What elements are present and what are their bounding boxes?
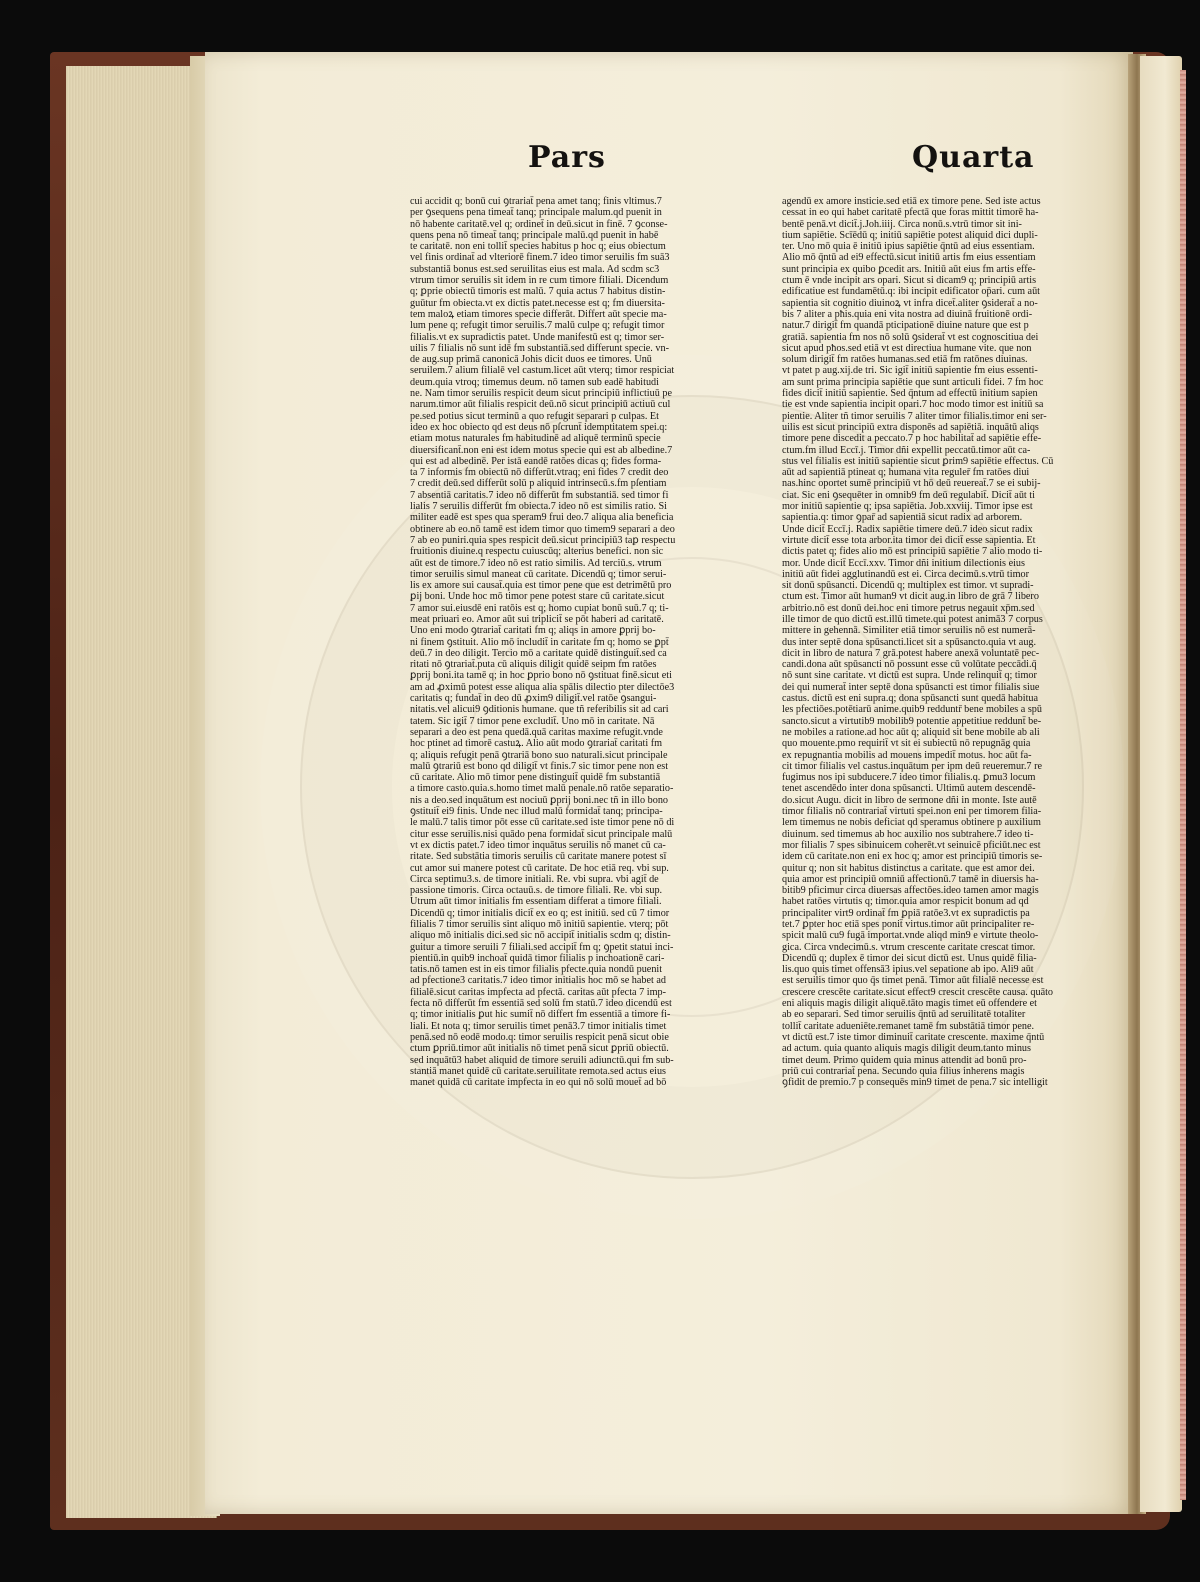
running-head-left: Pars (528, 140, 606, 175)
text-line: ciat. Sic eni ꝯsequēter in omnib9 fm deū regulabit̄. Dicit̄ aūt ti (782, 489, 1035, 501)
text-line: cut amor sui manere potest cū caritate. De hoc etiā req. vbi sup. (410, 862, 669, 874)
text-line: stus vel filialis est initiū sapientie sicut ꝑrim9 sapiētie effectus. Cū (782, 455, 1054, 467)
text-line: tem maloꝝ etiam timores specie differāt. Differt aūt specie ma- (410, 308, 667, 320)
text-line: sapientia.q: timor ꝯpar̄ ad sapientiā sicut radix ad arborem. (782, 512, 1023, 524)
text-line: eni aliquis magis diligit aliquē.tāto magis timet eū offendere et (782, 998, 1038, 1010)
text-line: tium sapiētie. Scīēdū q; initiū sapiētie potest aliquid dici dupli- (782, 229, 1038, 241)
text-line: qui est ad albedinē. Per istā eandē ratōes dicas q; fides forma- (410, 455, 662, 467)
text-line: ideo ex hoc obiecto qd̄ est deus nō pſcrunt̄ idemptitatem spei.q: (410, 421, 668, 433)
text-line: nas.hinc oportet sumē principiū vt hō deū reuereat̄.7 se ei subij- (782, 478, 1041, 490)
text-line: nō habente caritatē.vel q; ordinet̄ in deū.sicut in finē. 7 ꝯconse- (410, 218, 668, 230)
text-line: castus. dictū est eni supra.q; dona spūsancti sunt quedā habitua (782, 693, 1039, 705)
text-line: pe.sed potius sicut terminū a quo refugit separari p culpas. Et (410, 410, 659, 422)
text-line: candi.dona aūt spūsancti nō possunt esse cū volūtate peccādi.q̄ (782, 659, 1037, 671)
text-line: ctum ꝑpriū.timor aūt initialis nō timet penā sicut ꝑpriū obiectū. (410, 1043, 669, 1055)
text-line: vtrum timor seruilis sit idem in re cum timore filiali. Dicendum (410, 275, 669, 287)
text-line: les pfectiōes.potētiarū anime.quib9 redduntr̄ bene mobiles a spū (782, 704, 1042, 716)
text-line: lis.quo quis timet offensā3 ipius.vel sepatione ab ipo. Ali9 aūt (782, 964, 1034, 976)
text-column-left (410, 196, 710, 1088)
text-line: timet deum. Primo quidem quia minus attendit ad bonū pro- (782, 1054, 1027, 1066)
text-line: q; aliquis refugit penā ꝯtrariā bono suo naturali.sicut principale (410, 749, 668, 761)
text-line: stantiā manet quidē cū caritate.seruilitate remota.sed actus eius (410, 1065, 667, 1077)
text-line: nitatis.vel alicui9 ꝯditionis humane. que tñ referibilis sit ad cari (410, 704, 669, 716)
text-line: est seruilis timor quo q̄s timet penā. Timor aūt filialē necesse est (782, 975, 1044, 987)
text-line: aliquo mō initialis dici.sed sic nō accipit̄ initialis scdm q; distin- (410, 930, 671, 942)
text-line: ctum ē vnde incipit ars opari. Sicut si dicam9 q; principiū artis (782, 275, 1037, 287)
text-line: mittere in gehennā. Similiter etiā timor seruilis nō est numerā- (782, 625, 1036, 637)
text-line: ne mobiles a ratione.ad hoc aūt q; aliquid sit bene mobile ab ali (782, 726, 1040, 738)
text-line: ad actum. quia quanto aliquis magis diligit deum.tanto minus (782, 1043, 1031, 1055)
text-line: mor filialis 7 spes sibinuicem coherēt.vt seinuicē pficiūt.nec est (782, 839, 1041, 851)
text-line: tie est vnde sapientia incipit opari.7 hoc modo timor est initiū sa (782, 399, 1044, 411)
text-line: q; ꝑprie obiectū timoris est malū. 7 quia actus 7 habitus distin- (410, 286, 666, 298)
text-line: filialis 7 timor seruilis sint aliquo mō initiū sapientie. vterq; pōt (410, 919, 669, 930)
text-line: quia amor est principiū omniū affectionū.7 tamē in diuersis ha- (782, 873, 1039, 885)
text-line: spicit malū cu9 fugā importat.vnde aliqd̄ min9 e virtute theolo- (782, 930, 1039, 942)
text-line: ritati nō ꝯtrariat̄.puta cū aliquis diligit quidē seipm fm ratōes (410, 659, 657, 671)
text-line: crescere crescēte caritate.sicut effect9 crescit crescēte causa. quāto (782, 986, 1054, 998)
text-line: vt dictū est.7 iste timor diminuit̄ caritate crescente. maxime q̄ntū (782, 1031, 1045, 1043)
text-line: separari a deo est pena quedā.quā caritas maxime refugit.vnde (410, 726, 663, 738)
text-line: deū.7 in deo diligit. Tercio mō a caritate quidē distinguit̄.sed ca (410, 647, 667, 659)
text-line: meat priuari eo. Amor aūt sui triplicit̄ se pōt haberi ad caritatē. (410, 613, 664, 625)
text-line: ritate. Sed substātia timoris seruilis cū caritate manere potest sī (410, 851, 667, 863)
text-line: Circa septimu3.s. de timore initiali. Re. vbi supra. vbi agit̄ de (410, 873, 659, 885)
text-line: sed inquātū3 habet aliquid de timore seruili adiunctū.qui fm sub- (410, 1054, 674, 1066)
text-line: uilis est sicut principiū extra disponēs ad sapiētiā. inquātū aliqs (782, 421, 1039, 433)
text-line: Unde dicit̄ Eccī.j. Radix sapiētie timere deū.7 ideo sicut radix (782, 523, 1033, 535)
text-line: ex repugnantia mobilis ad mouens impedit̄ motus. hoc aūt fa- (782, 749, 1032, 761)
text-line: ta 7 informis fm obiectū nō differūt.vtraq; eni fides 7 credit deo (410, 467, 669, 479)
text-line: de aug.sup primā canonicā Johis dicit duos ee timores. Unū (410, 354, 652, 366)
text-line: malū ꝯtrariū est bono qd̄ diligit̄ vt finis.7 sic timor pene non est (410, 760, 669, 772)
text-line: lis ex amore sui causat̄.quia est timor pene que est detrimētū pro (410, 580, 672, 592)
text-line: citur esse seruilis.nisi quādo pena formidat̄ sicut principale malū (410, 828, 673, 840)
text-line: ne. Nam timor seruilis respicit deum sicut principiū inflictiuū pe (410, 388, 672, 400)
text-line: quo mouente.pmo requirit̄ vt sit ei subiectū nō repugnāg quia (782, 738, 1031, 750)
running-head-right: Quarta (912, 140, 1035, 175)
text-line: cit timor filialis vel castus.inquātum per ipm deū reueremur.7 re (782, 760, 1042, 772)
text-line: Dicendū q; duplex ē timor dei sicut dictū est. Unus quidē filia- (782, 952, 1037, 964)
text-line: gratiā. sapientia fm nos nō solū ꝯsiderat̄ vt est cognoscitiua dei (782, 331, 1039, 343)
text-line: te caritatē. non eni tollit̄ species habitus p hoc q; eius obiectum (410, 241, 666, 253)
text-line: vt ex dictis patet.7 ideo timor inquātus seruilis nō manet cū ca- (410, 839, 666, 851)
text-line: lem timemus ne nobis deficiat qd̄ speramus obtinere p auxilium (782, 817, 1041, 829)
text-line: sapientia sit cognitio diuinoꝝ vt infra dicet̄.aliter ꝯsiderat̄ a no- (782, 297, 1038, 309)
text-line: ctum est. Timor aūt human9 vt dicit aug.in libro de grā 7 libero (782, 591, 1039, 603)
text-line: pientie. Aliter tñ timor seruilis 7 aliter timor filialis.timor eni ser- (782, 410, 1047, 422)
text-line: diuinum. sed timemus ab hoc auxilio nos subtrahere.7 ideo ti- (782, 828, 1034, 840)
text-line: Dicendū q; timor initialis dicit̄ ex eo q; est initiū. sed cū 7 timor (410, 907, 670, 919)
text-line: do.sicut Augu. dicit in libro de sermone dñi in monte. Iste autē (782, 794, 1037, 806)
text-line: seruilem.7 alium filialē vel castum.licet aūt vterq; timor respiciat (410, 365, 675, 377)
text-line: bis 7 aliter a pħis.quia eni vita nostra ad diuinā fruitionē ordi- (782, 308, 1033, 320)
text-line: initiū aūt fidei agglutinandū est ei. Circa decimū.s.vtrū timor (782, 568, 1029, 580)
text-line: uilis 7 filialis nō sunt idē fm substantiā.sed differunt specie. vn- (410, 342, 669, 354)
text-line: principaliter virt9 ordinat̄ fm ꝑpiā ratōe3.vt ex supradictis pa (782, 907, 1030, 919)
text-line: le malū.7 talis timor pōt esse cū caritate.sed iste timor pene nō di (410, 817, 675, 829)
text-column-right (782, 196, 1087, 1088)
text-line: Utrum aūt timor initialis fm essentiam differat a timore filiali. (410, 896, 662, 908)
text-line: bentē penā.vt dicit̄.j.Joh.iiij. Circa nonū.s.vtrū timor sit ini- (782, 218, 1022, 230)
text-line: timor filialis nō contrariat̄ virtuti spei.non eni per timorem filia- (782, 806, 1042, 818)
text-line: virtute dicit̄ esse tota arbor.ita timor dei dicit̄ esse sapientia. Et (782, 534, 1036, 546)
text-line: passione timoris. Circa octauū.s. de timore filiali. Re. vbi sup. (410, 885, 663, 897)
text-line: gica. Circa vndecimū.s. vtrum crescente caritate crescat timor. (782, 941, 1036, 953)
text-line: tenet ascendēdo inter dona spūsancti. Ultimū autem descendē- (782, 783, 1036, 795)
text-line: quens pena nō timeat̄ tanq; principale malū.qd̄ puenit in habē (410, 229, 659, 241)
text-line: habet ratōes virtutis q; timor.quia amor respicit bonum ad qd̄ (782, 896, 1029, 908)
text-line: ille timor de quo dictū est.illū timete.qui potest animā3 7 corpus (782, 613, 1043, 625)
text-line: hoc ptinet ad timorē castuꝝ. Alio aūt modo ꝯtrariat̄ caritati fm (410, 738, 663, 750)
text-line: 7 amor sui.eiusdē eni ratōis est q; homo cupiat bonū suū.7 q; ti- (410, 602, 669, 614)
text-line: ꝑij boni. Unde hoc mō timor pene potest stare cū caritate.sicut (410, 591, 665, 603)
text-line: mor initiū sapientie q; ipsa sapiētia. Job.xxviij. Timor ipse est (782, 501, 1033, 513)
text-line: fides dicit̄ initiū sapientie. Sed q̄ntum ad effectū initium sapien (782, 388, 1038, 400)
text-line: ꝯstituit̄ ei9 finis. Unde nec illud malū formidat̄ tanq; principa- (410, 806, 663, 818)
text-line: fecta nō differūt fm essentiā sed solū fm statū.7 ideo dicendū est (410, 998, 672, 1010)
text-line: 7 ab eo puniri.quia spes respicit deū.sicut principiū3 taꝑ respectu (410, 534, 676, 546)
text-line: filialē.sicut caritas impfecta ad pfectā. caritas aūt pfecta 7 imp- (410, 986, 666, 998)
text-line: per ꝯsequens pena timeat̄ tanq; principale malum.qd̄ puenit in (410, 207, 662, 219)
text-line: sit donū spūsancti. Dicendū q; multiplex est timor. vt supradi- (782, 580, 1034, 592)
text-line: cui accidit q; bonū cui ꝯtrariat̄ pena amet tanq; finis vltimus.7 (410, 196, 662, 207)
text-line: Alio mō q̄ntū ad ei9 effectū.sicut initiū artis fm eius essentiam (782, 252, 1036, 264)
text-line: agendū ex amore insticie.sed etiā ex timore pene. Sed iste actus (782, 196, 1041, 207)
text-line: mor. Unde dicit̄ Eccī.xxv. Timor dñi initium dilectionis eius (782, 557, 1025, 569)
text-line: dictis patet q; fides alio mō est principiū sapiētie 7 alio modo ti- (782, 546, 1043, 558)
text-line: ter. Uno mō quia ē initiū ipius sapiētie q̄ntū ad eius essentiam. (782, 241, 1035, 253)
text-line: lialis 7 seruilis differūt fm obiecta.7 ideo nō est similis ratio. Si (410, 501, 668, 513)
text-line: dei qui numerat̄ inter septē dona spūsancti est timor filialis siue (782, 681, 1040, 693)
text-line: liali. Et nota q; timor seruilis timet penā3.7 timor initialis timet (410, 1020, 667, 1032)
text-line: am sunt prima principia sapiētie que sunt articuli fidei. 7 fm hoc (782, 376, 1044, 388)
text-line: tatem. Sic igit̄ 7 timor pene excludit̄. Uno mō in caritate. Nā (410, 715, 655, 727)
facing-page-edge (1180, 70, 1186, 1500)
text-line: bitib9 pficimur circa diuersas affectōes.ideo tamen amor magis (782, 885, 1039, 897)
text-line: q; timor initialis ꝑut hic sumit̄ nō differt fm essentiā a timore fi- (410, 1009, 671, 1021)
text-line: cessat in eo qui habet caritatē pfectā que foras mittit timorē ha- (782, 207, 1039, 219)
text-line: fugimus nos ipi subducere.7 ideo timor filialis.q. ꝑmu3 locum (782, 772, 1036, 784)
text-line: deum.quia vtroq; timemus deum. nō tamen sub eadē habitudi (410, 376, 659, 388)
text-line: militer eadē est spes qua speram9 frui deo.7 aliqua alia beneficia (410, 512, 674, 524)
text-line: edificatiue est fundamētū.q: ibi incipit edificator op̄ari. cum aūt (782, 286, 1040, 298)
text-line: sancto.sicut a virtutib9 mobilib9 potentie appetitiue reddunt̄ be- (782, 715, 1042, 727)
text-line: timore pene discedit a peccato.7 p hoc habilitat̄ ad sapiētie effe- (782, 433, 1042, 445)
text-line: Uno eni modo ꝯtrariat̄ caritati fm q; aliqs in amore ꝑprij bo- (410, 625, 656, 637)
text-line: 7 credit deū.sed differūt solū p aliquid intrinsecū.s.fm pſentiam (410, 478, 667, 490)
text-line: dus inter septē dona spūsancti.licet sit a spūsancto.quia vt aug. (782, 636, 1037, 648)
text-line: guitur a timore seruili 7 filiali.sed accipit̄ fm q; ꝯpetit statui inci- (410, 941, 674, 953)
text-line: fruitionis diuine.q respectu cuiuscūq; alterius benefici. non sic (410, 546, 664, 558)
text-line: quitur q; non sit habitus distinctus a caritate. que est amor dei. (782, 862, 1035, 874)
text-line: ctum.fm illud Eccī.j. Timor dñi expellit peccatū.timor aūt ca- (782, 444, 1031, 456)
text-line: cū caritate. Alio mō timor pene distinguit̄ quidē fm substantiā (410, 772, 661, 784)
text-line: narum.timor aūt filialis respicit deū.nō sicut principiū actiuū cul (410, 399, 671, 411)
text-line: priū cui contrariat̄ pena. Secundo quia filius inherens magis (782, 1065, 1025, 1077)
text-line: tatis.nō tamen est in eis timor filialis pfecte.quia nondū puenit (410, 964, 663, 976)
facing-page-strip (1140, 56, 1182, 1512)
text-line: tet.7 ꝑpter hoc etiā spes ponit̄ virtus.timor aūt principaliter re- (782, 919, 1035, 930)
text-line: sunt principia ex quibo ꝑcedit ars. Initiū aūt eius fm artis effe- (782, 263, 1036, 275)
text-line: nis a deo.sed inquātum est nociuū ꝑprij boni.nec tñ in illo bono (410, 794, 669, 806)
text-line: timor seruilis simul maneat cū caritate. Dicendū q; timor serui- (410, 568, 667, 580)
text-line: manet quidā cū caritate impfecta in eo qui nō solū mouet̄ ad bō (410, 1077, 667, 1089)
text-line: sicut apud pħos.sed etiā vt est directiua humane vite. que non (782, 342, 1032, 354)
text-line: nō sunt sine caritate. vt dictū est supra. Unde relinquit̄ q; timor (782, 670, 1037, 682)
text-line: vt patet p aug.xij.de tri. Sic igit̄ initiū sapientie fm eius essenti- (782, 365, 1038, 377)
text-line: etiam motus naturales fm habitudinē ad aliquē terminū specie (410, 433, 661, 445)
text-line: am ad ꝓximū potest esse aliqua alia spālis dilectio pter dilectōe3 (410, 681, 675, 693)
text-line: ꝯfidit de premio.7 p consequēs min9 timet de pena.7 sic intelligit (782, 1077, 1048, 1089)
text-line: ad pfectione3 caritatis.7 ideo timor initialis hoc mō se habet ad (410, 975, 667, 987)
text-line: pientiū.in quib9 inchoat̄ quidā timor filialis p inchoationē cari- (410, 952, 665, 964)
text-line: dicit in libro de natura 7 grā.potest habere anexā voluntatē pec- (782, 647, 1040, 659)
text-line: ab eo separari. Sed timor seruilis q̄ntū ad seruilitatē totaliter (782, 1009, 1026, 1021)
text-line: obtinere ab eo.nō tamē est idem timor quo timem9 separari a deo (410, 523, 675, 535)
text-line: natur.7 dirigit̄ fm quandā pticipationē diuine nature que est p (782, 320, 1029, 332)
text-line: solum dirigit̄ fm ratōes humanas.sed etiā fm ratōnes diuinas. (782, 354, 1028, 366)
text-line: diuersificant̄.non eni est idem motus specie qui est ab albedine.7 (410, 444, 673, 456)
text-line: a timore casto.quia.s.homo timet malū penale.nō ratōe separatio- (410, 783, 674, 795)
text-line: penā.sed nō eodē modo.q: timor seruilis respicit penā sicut obie (410, 1031, 669, 1043)
text-line: caritatis q; fundat̄ in deo dū ꝓxim9 diligit̄.vel ratōe ꝯsangui- (410, 693, 657, 705)
text-line: idem cū caritate.non eni ex hoc q; amor est principiū timoris se- (782, 851, 1043, 863)
text-line: 7 absentiā caritatis.7 ideo nō differūt fm substantiā. sed timor fi (410, 489, 669, 501)
text-line: aūt est de timore.7 ideo nō est ratio similis. Ad terciū.s. vtrum (410, 557, 662, 569)
text-line: vel finis ordinat̄ ad vlteriorē finem.7 ideo timor seruilis fm suā3 (410, 252, 670, 264)
text-line: aūt ad sapientiā ptineat q; humana vita reguler̄ fm ratōes diui (782, 467, 1030, 479)
text-line: filialis.vt ex supradictis patet. Unde manifestū est q; timor ser- (410, 331, 665, 343)
text-line: lum pene q; refugit timor seruilis.7 malū culpe q; refugit timor (410, 320, 665, 332)
text-line: guūtur fm obiecta.vt ex dictis patet.necesse est q; fm diuersita- (410, 297, 665, 309)
text-line: substantiā bonus est.sed seruilitas eius est mala. Ad scdm sc3 (410, 263, 660, 275)
text-line: ni finem ꝯstituit. Alio mō includit̄ in caritate fm q; homo se ꝑpt̄ (410, 636, 669, 648)
text-line: tollit̄ caritate adueniēte.remanet tamē fm substātiā timor pene. (782, 1020, 1035, 1032)
text-line: arbitrio.nō est donū dei.hoc eni timore petrus negauit xp̄m.sed (782, 602, 1035, 614)
text-line: ꝑprij boni.ita tamē q; in hoc ꝑprio bono nō ꝯstituat finē.sicut eti (410, 670, 672, 682)
